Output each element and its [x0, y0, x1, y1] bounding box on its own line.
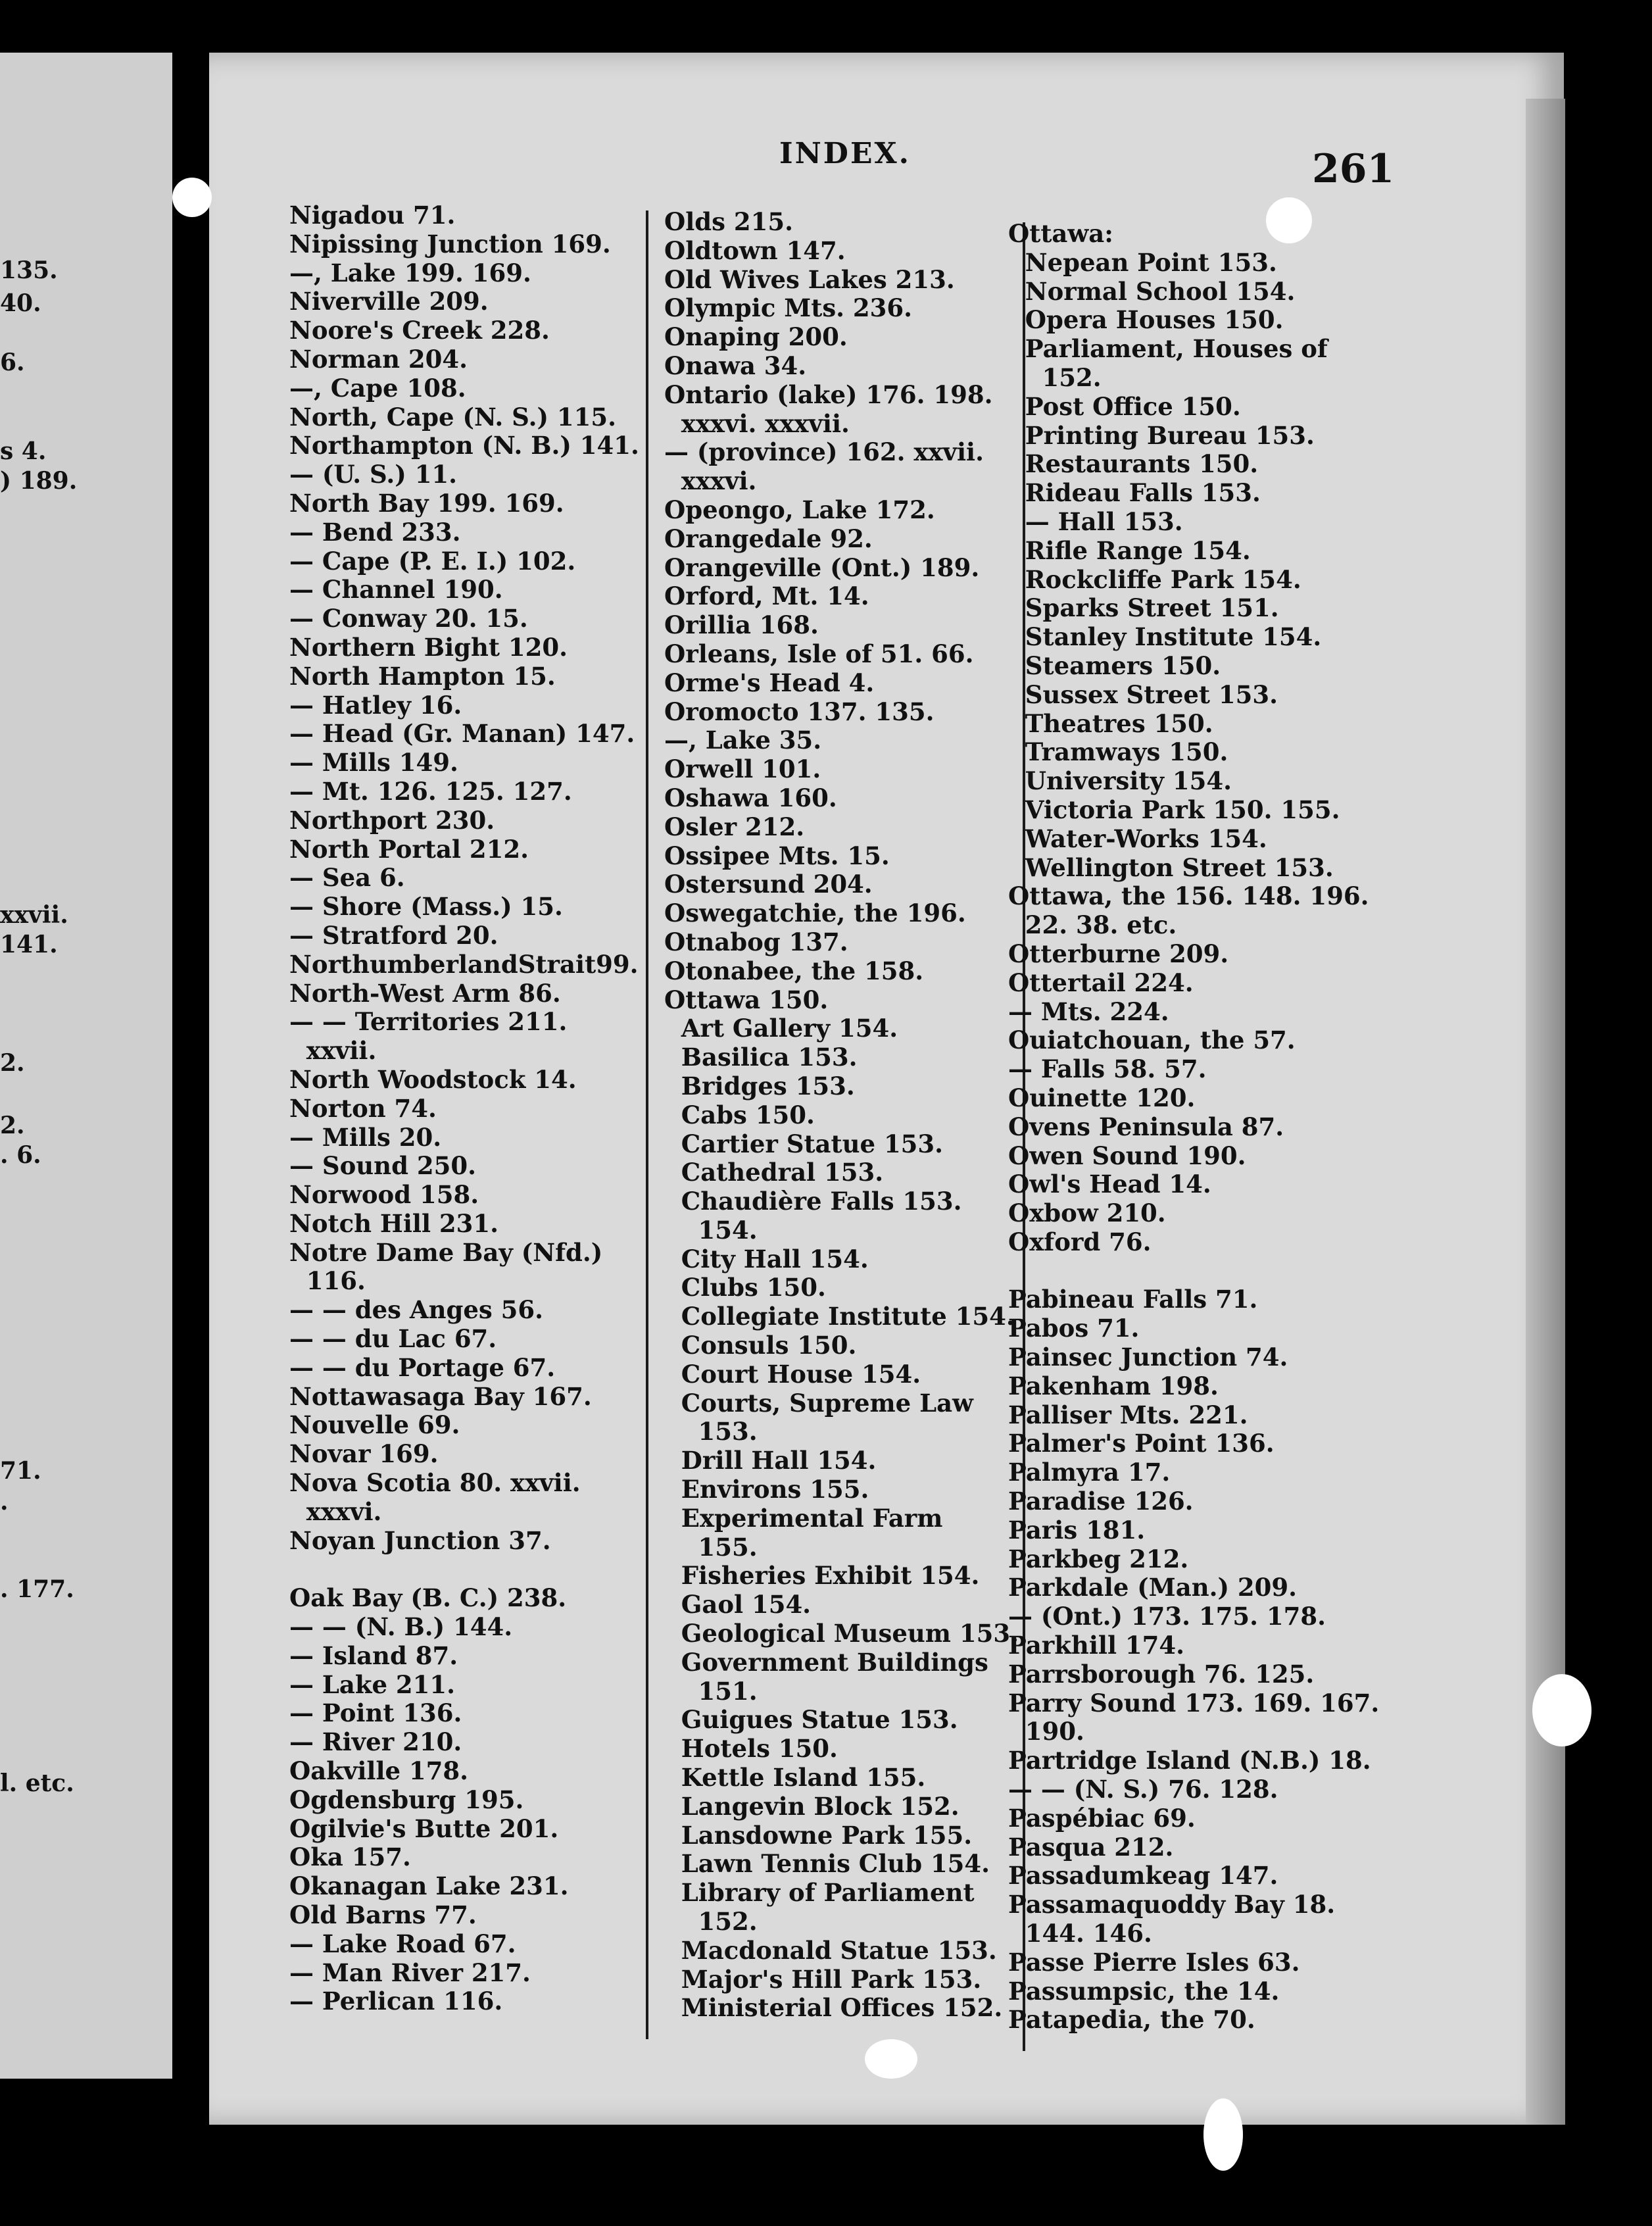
index-entry: 151.: [664, 1676, 758, 1706]
index-entry: Noore's Creek 228.: [289, 316, 550, 345]
index-entry: Okanagan Lake 231.: [289, 1871, 569, 1901]
index-entry: Government Buildings: [664, 1647, 988, 1677]
index-entry: Nepean Point 153.: [1008, 247, 1277, 277]
index-entry: Cartier Statue 153.: [664, 1129, 944, 1158]
previous-page-fragment: .: [0, 1488, 9, 1516]
index-entry: — Stratford 20.: [289, 920, 498, 950]
index-entry: Nova Scotia 80. xxvii.: [289, 1468, 581, 1498]
index-entry: Pabineau Falls 71.: [1008, 1285, 1258, 1314]
previous-page-fragment: l. etc.: [0, 1769, 74, 1797]
index-entry: Lawn Tennis Club 154.: [664, 1849, 990, 1879]
index-entry: Passadumkeag 147.: [1008, 1861, 1278, 1891]
index-entry: Cathedral 153.: [664, 1158, 884, 1187]
index-entry: 190.: [1008, 1717, 1084, 1746]
index-entry: Novar 169.: [289, 1439, 439, 1469]
index-entry: Chaudière Falls 153.: [664, 1187, 962, 1216]
index-entry: Old Wives Lakes 213.: [664, 264, 955, 294]
previous-page-fragment: 6.: [0, 349, 25, 376]
index-entry: Fisheries Exhibit 154.: [664, 1561, 980, 1591]
index-entry: — Shore (Mass.) 15.: [289, 892, 563, 922]
index-entry: Sparks Street 151.: [1008, 593, 1279, 623]
index-entry: Steamers 150.: [1008, 651, 1221, 680]
index-entry: — Sound 250.: [289, 1151, 476, 1181]
previous-page-fragment: . 6.: [0, 1141, 41, 1169]
index-entry: Langevin Block 152.: [664, 1791, 960, 1821]
index-entry: Guigues Statue 153.: [664, 1705, 958, 1735]
index-entry: Parkhill 174.: [1008, 1631, 1184, 1660]
index-entry: xxxvi.: [664, 466, 757, 496]
index-entry: Sussex Street 153.: [1008, 680, 1278, 709]
index-entry: — — (N. S.) 76. 128.: [1008, 1775, 1278, 1804]
index-entry: Ovens Peninsula 87.: [1008, 1112, 1284, 1141]
previous-page-fragment: 135.: [0, 257, 58, 284]
index-entry: Orwell 101.: [664, 754, 821, 784]
previous-page-fragment: ) 189.: [0, 467, 78, 495]
index-entry: Ogilvie's Butte 201.: [289, 1814, 559, 1843]
index-entry: Painsec Junction 74.: [1008, 1343, 1288, 1372]
index-entry: 144. 146.: [1008, 1919, 1152, 1948]
index-entry: — (U. S.) 11.: [289, 460, 458, 489]
index-entry: Orford, Mt. 14.: [664, 581, 869, 611]
index-column-2: [664, 207, 1019, 2023]
index-entry: Lansdowne Park 155.: [664, 1820, 973, 1850]
index-entry: Ottawa 150.: [664, 985, 829, 1014]
index-entry: Major's Hill Park 153.: [664, 1964, 982, 1994]
index-entry: Owl's Head 14.: [1008, 1170, 1211, 1199]
index-entry: Normal School 154.: [1008, 276, 1296, 306]
index-entry: City Hall 154.: [664, 1244, 869, 1274]
index-entry: Oakville 178.: [289, 1756, 469, 1786]
index-entry: Geological Museum 153.: [664, 1619, 1019, 1648]
index-entry: Ogdensburg 195.: [289, 1785, 524, 1814]
index-entry: — Island 87.: [289, 1641, 458, 1670]
previous-page-fragment: 71.: [0, 1457, 41, 1485]
index-entry: Orangeville (Ont.) 189.: [664, 553, 980, 582]
index-entry: Oshawa 160.: [664, 783, 837, 812]
page-edge-shadow: [1526, 99, 1565, 2125]
index-entry: Library of Parliament: [664, 1878, 975, 1908]
index-entry: Opera Houses 150.: [1008, 305, 1284, 335]
index-column-1: [289, 201, 658, 2016]
index-entry: Owen Sound 190.: [1008, 1141, 1246, 1170]
index-entry: Water-Works 154.: [1008, 824, 1267, 853]
previous-page-fragment: 2.: [0, 1112, 25, 1139]
index-entry: Ottertail 224.: [1008, 968, 1194, 997]
index-entry: —, Lake 35.: [664, 726, 822, 755]
index-entry: Oldtown 147.: [664, 235, 846, 265]
index-entry: Tramways 150.: [1008, 737, 1228, 767]
index-entry: —, Lake 199. 169.: [289, 258, 531, 287]
index-entry: Paspébiac 69.: [1008, 1803, 1196, 1833]
index-entry: 152.: [664, 1907, 758, 1937]
index-entry: North-West Arm 86.: [289, 978, 561, 1008]
index-entry: Notre Dame Bay (Nfd.): [289, 1237, 603, 1267]
index-entry: Macdonald Statue 153.: [664, 1935, 997, 1965]
index-entry: Noyan Junction 37.: [289, 1525, 551, 1555]
index-entry: Oka 157.: [289, 1843, 411, 1872]
index-entry: Ottawa, the 156. 148. 196.: [1008, 881, 1369, 911]
index-entry: 153.: [664, 1417, 758, 1447]
index-entry: Rideau Falls 153.: [1008, 478, 1261, 508]
index-entry: North Woodstock 14.: [289, 1064, 577, 1094]
index-entry: Onaping 200.: [664, 322, 848, 352]
index-entry: Rockcliffe Park 154.: [1008, 564, 1301, 594]
index-entry: Parrsborough 76. 125.: [1008, 1659, 1315, 1689]
index-entry: Ontario (lake) 176. 198.: [664, 380, 993, 409]
index-entry: Cabs 150.: [664, 1100, 815, 1129]
index-entry: Ouiatchouan, the 57.: [1008, 1026, 1296, 1055]
index-entry: Otnabog 137.: [664, 927, 848, 956]
index-entry: Patapedia, the 70.: [1008, 2005, 1255, 2035]
index-entry: Palliser Mts. 221.: [1008, 1400, 1248, 1429]
index-entry: North Bay 199. 169.: [289, 488, 564, 518]
index-entry: 152.: [1008, 362, 1102, 392]
index-entry: Passamaquoddy Bay 18.: [1008, 1890, 1336, 1919]
index-entry: Court House 154.: [664, 1359, 921, 1389]
index-entry: Old Barns 77.: [289, 1900, 477, 1930]
index-entry: Basilica 153.: [664, 1043, 858, 1072]
index-entry: Northampton (N. B.) 141.: [289, 431, 639, 460]
index-entry: Ossipee Mts. 15.: [664, 841, 890, 870]
index-entry: — Lake Road 67.: [289, 1929, 516, 1958]
index-entry: — Mts. 224.: [1008, 997, 1169, 1026]
index-entry: Collegiate Institute 154.: [664, 1302, 1015, 1331]
index-entry: — — du Portage 67.: [289, 1352, 556, 1382]
index-entry: Otterburne 209.: [1008, 939, 1229, 968]
index-entry: Nouvelle 69.: [289, 1410, 460, 1440]
index-entry: — (province) 162. xxvii.: [664, 437, 984, 467]
index-entry: Niverville 209.: [289, 287, 489, 316]
index-entry: — Hatley 16.: [289, 690, 462, 720]
index-entry: Opeongo, Lake 172.: [664, 495, 935, 524]
index-entry: Notch Hill 231.: [289, 1208, 499, 1238]
index-entry: Olympic Mts. 236.: [664, 293, 913, 323]
index-entry: Oxford 76.: [1008, 1227, 1152, 1256]
index-entry: Onawa 34.: [664, 351, 807, 380]
index-entry: 22. 38. etc.: [1008, 910, 1177, 940]
index-column-3: [1008, 220, 1396, 2035]
index-entry: Parliament, Houses of: [1008, 334, 1328, 364]
index-entry: Orangedale 92.: [664, 524, 873, 553]
index-entry: Victoria Park 150. 155.: [1008, 795, 1340, 824]
index-entry: Paris 181.: [1008, 1515, 1146, 1545]
index-entry: Oromocto 137. 135.: [664, 697, 935, 726]
index-entry: — Head (Gr. Manan) 147.: [289, 719, 635, 749]
index-entry: Nigadou 71.: [289, 201, 456, 230]
index-entry: Palmer's Point 136.: [1008, 1429, 1275, 1458]
scan-speck: [172, 178, 212, 217]
index-entry: Nipissing Junction 169.: [289, 229, 611, 259]
index-entry: — Falls 58. 57.: [1008, 1054, 1207, 1084]
index-entry: — Hall 153.: [1008, 507, 1183, 536]
index-entry: Paradise 126.: [1008, 1487, 1194, 1516]
previous-page-fragment: 141.: [0, 931, 58, 958]
scan-speck: [1266, 197, 1312, 243]
index-entry: University 154.: [1008, 766, 1232, 796]
index-entry: — — du Lac 67.: [289, 1324, 497, 1354]
index-entry: Ouinette 120.: [1008, 1083, 1196, 1112]
previous-page-edge: [0, 53, 172, 2079]
index-entry: xxxvi. xxxvii.: [664, 408, 850, 438]
index-entry: — Mt. 126. 125. 127.: [289, 776, 572, 806]
index-entry: Restaurants 150.: [1008, 449, 1259, 479]
index-entry: North Portal 212.: [289, 834, 529, 864]
index-entry: Otonabee, the 158.: [664, 956, 924, 985]
index-entry: xxxvi.: [289, 1496, 382, 1526]
index-entry: Pabos 71.: [1008, 1314, 1140, 1343]
index-entry: Post Office 150.: [1008, 391, 1241, 421]
page-number: 261: [1312, 146, 1395, 192]
previous-page-fragment: xxvii.: [0, 901, 68, 929]
index-entry: Bridges 153.: [664, 1071, 855, 1101]
index-entry: Ostersund 204.: [664, 870, 873, 899]
index-entry: Consuls 150.: [664, 1331, 857, 1360]
previous-page-fragment: . 177.: [0, 1575, 74, 1603]
index-entry: North Hampton 15.: [289, 661, 556, 691]
index-entry: — Man River 217.: [289, 1958, 531, 1987]
index-entry: Norman 204.: [289, 344, 468, 374]
index-entry: — Mills 149.: [289, 748, 458, 778]
scan-speck: [865, 2039, 917, 2079]
index-entry: Northern Bight 120.: [289, 632, 568, 662]
scan-speck: [1532, 1674, 1591, 1746]
index-entry: — Mills 20.: [289, 1122, 442, 1152]
index-entry: Pasqua 212.: [1008, 1832, 1174, 1862]
index-entry: — Channel 190.: [289, 575, 503, 605]
previous-page-fragment: 2.: [0, 1049, 25, 1077]
index-entry: — — Territories 211.: [289, 1007, 568, 1037]
index-entry: Kettle Island 155.: [664, 1763, 926, 1793]
index-entry: Pakenham 198.: [1008, 1371, 1219, 1400]
index-entry: — Lake 211.: [289, 1670, 456, 1699]
previous-page-fragment: s 4.: [0, 437, 47, 465]
index-entry: Parkbeg 212.: [1008, 1544, 1189, 1573]
index-entry: — Perlican 116.: [289, 1987, 503, 2016]
index-entry: —, Cape 108.: [289, 373, 466, 403]
previous-page-fragment: 40.: [0, 289, 41, 317]
index-entry: Partridge Island (N.B.) 18.: [1008, 1746, 1371, 1775]
index-entry: — River 210.: [289, 1727, 462, 1757]
index-entry: Wellington Street 153.: [1008, 853, 1334, 882]
index-entry: — Cape (P. E. I.) 102.: [289, 546, 576, 576]
index-entry: Norwood 158.: [289, 1180, 479, 1210]
index-entry: Ministerial Offices 152.: [664, 1993, 1003, 2023]
index-entry: Clubs 150.: [664, 1273, 826, 1302]
index-entry: 154.: [664, 1215, 758, 1245]
index-entry: Stanley Institute 154.: [1008, 622, 1322, 652]
index-entry: Parry Sound 173. 169. 167.: [1008, 1688, 1380, 1718]
index-entry: Palmyra 17.: [1008, 1458, 1171, 1487]
index-entry: Printing Bureau 153.: [1008, 420, 1315, 450]
index-entry: Olds 215.: [664, 207, 793, 236]
index-entry: — Point 136.: [289, 1698, 462, 1728]
scan-speck: [1203, 2098, 1243, 2171]
index-entry: Rifle Range 154.: [1008, 535, 1251, 565]
index-entry: — Bend 233.: [289, 517, 461, 547]
index-entry: Theatres 150.: [1008, 708, 1213, 738]
index-entry: Oxbow 210.: [1008, 1199, 1166, 1228]
index-entry: Courts, Supreme Law: [664, 1388, 973, 1418]
index-entry: Drill Hall 154.: [664, 1446, 877, 1475]
index-entry: Parkdale (Man.) 209.: [1008, 1573, 1297, 1602]
index-entry: Passumpsic, the 14.: [1008, 1976, 1280, 2006]
index-entry: — Conway 20. 15.: [289, 604, 528, 633]
index-entry: NorthumberlandStrait99.: [289, 949, 639, 979]
index-entry: Hotels 150.: [664, 1734, 838, 1764]
index-entry: — — des Anges 56.: [289, 1295, 543, 1325]
index-entry: North, Cape (N. S.) 115.: [289, 402, 616, 432]
index-entry: — Sea 6.: [289, 863, 405, 893]
index-entry: Norton 74.: [289, 1093, 437, 1123]
index-entry: xxvii.: [289, 1036, 377, 1066]
index-entry: Orme's Head 4.: [664, 668, 875, 697]
index-entry: 155.: [664, 1532, 758, 1562]
index-entry: Ottawa:: [1008, 219, 1113, 248]
index-entry: Gaol 154.: [664, 1590, 812, 1620]
index-entry: Northport 230.: [289, 805, 495, 835]
index-entry: Orillia 168.: [664, 610, 819, 640]
page-header-title: INDEX.: [779, 137, 911, 170]
index-entry: Experimental Farm: [664, 1503, 943, 1533]
index-entry: Oak Bay (B. C.) 238.: [289, 1583, 567, 1613]
index-entry: Orleans, Isle of 51. 66.: [664, 639, 974, 668]
index-entry: Passe Pierre Isles 63.: [1008, 1947, 1300, 1977]
index-entry: Oswegatchie, the 196.: [664, 899, 966, 928]
index-entry: 116.: [289, 1266, 366, 1296]
index-entry: Environs 155.: [664, 1475, 869, 1504]
index-entry: Osler 212.: [664, 812, 805, 841]
index-entry: — — (N. B.) 144.: [289, 1612, 513, 1642]
index-entry: Nottawasaga Bay 167.: [289, 1381, 592, 1411]
index-entry: — (Ont.) 173. 175. 178.: [1008, 1602, 1326, 1631]
index-entry: Art Gallery 154.: [664, 1014, 898, 1043]
